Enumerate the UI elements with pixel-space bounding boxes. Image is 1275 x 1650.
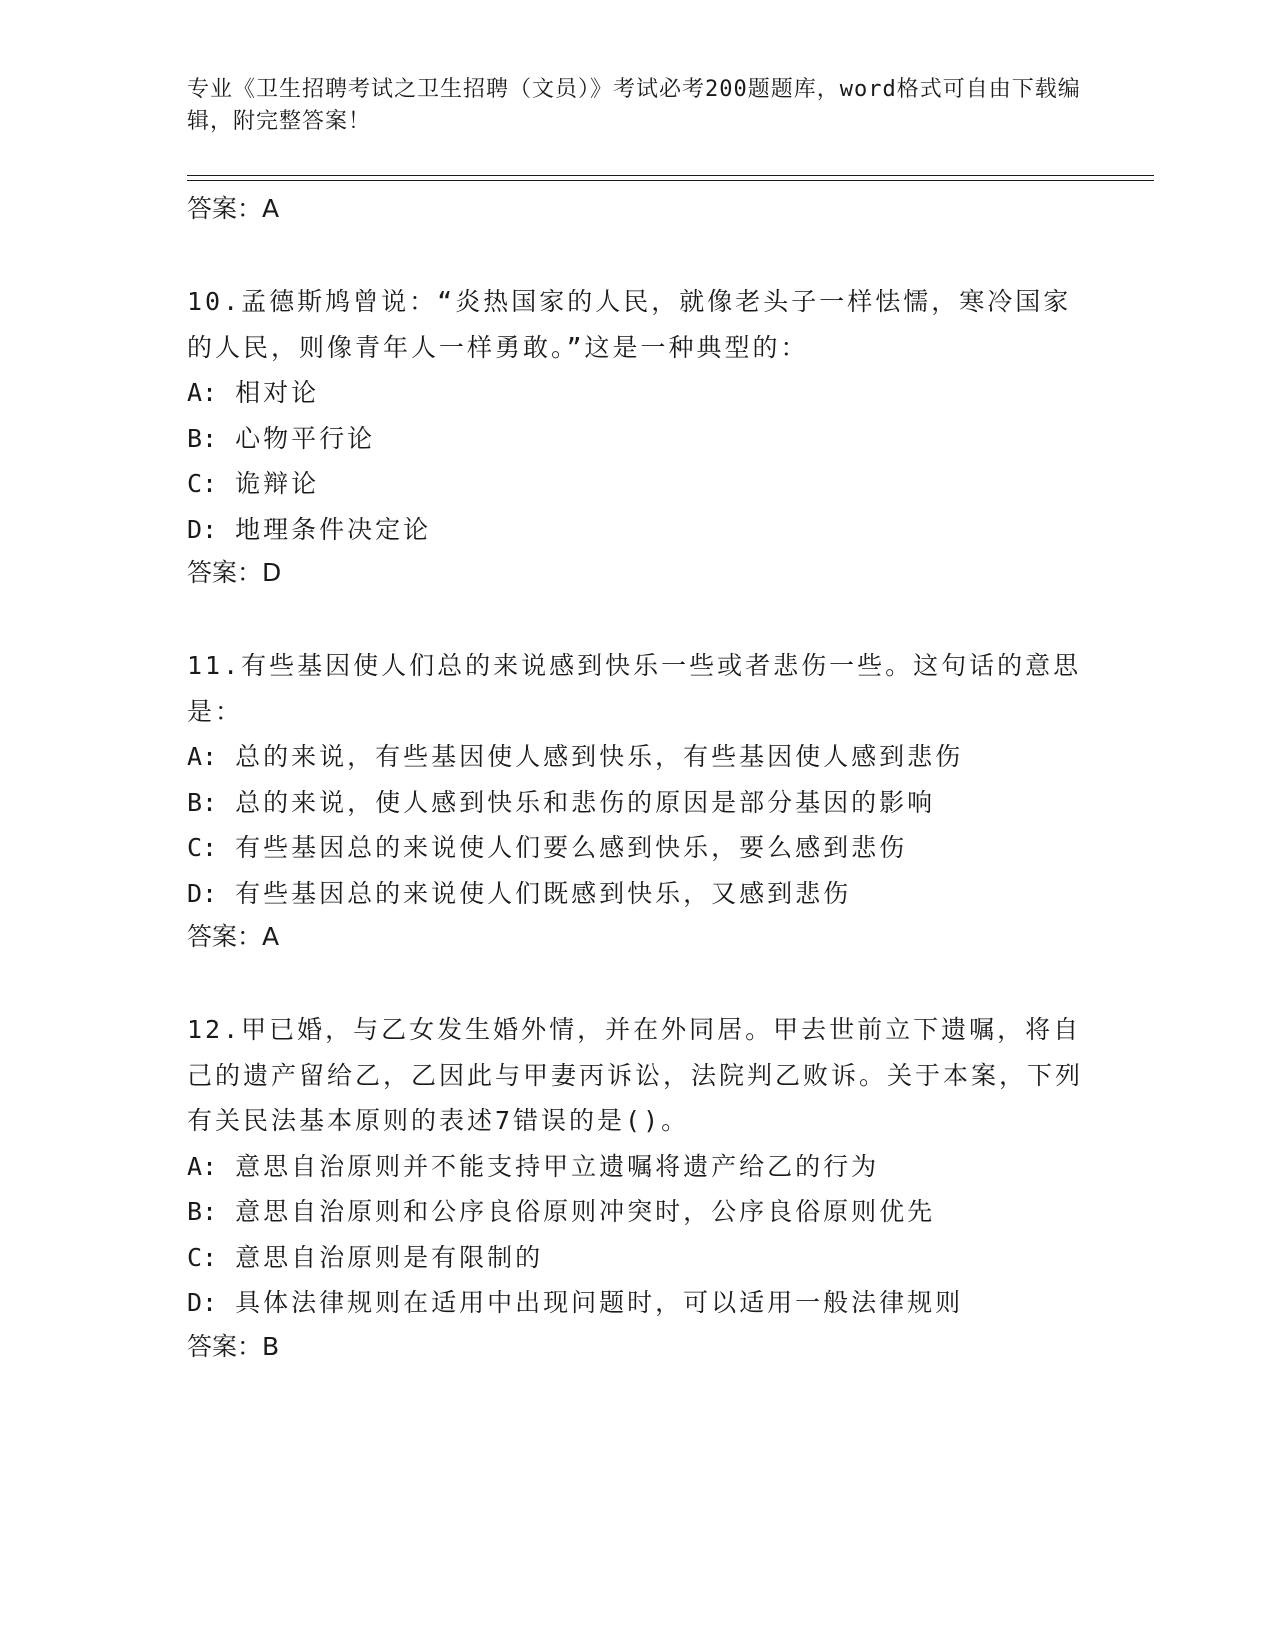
option-text: 有些基因总的来说使人们要么感到快乐，要么感到悲伤 [235,833,908,862]
option-letter: D: [187,514,218,544]
question-body: 有些基因使人们总的来说感到快乐一些或者悲伤一些。这句话的意思是： [187,651,1082,726]
header-rule-top [187,175,1154,176]
option-a [187,734,1087,780]
question-number: 10. [187,287,242,316]
question-10 [187,279,1087,590]
option-letter: D: [187,1288,218,1317]
option-text: 相对论 [235,378,320,407]
question-number: 11. [187,651,242,680]
answer-line: 答案：D [187,558,282,587]
option-text: 总的来说，有些基因使人感到快乐，有些基因使人感到悲伤 [235,742,964,771]
question-body: 甲已婚，与乙女发生婚外情，并在外同居。甲去世前立下遗嘱，将自己的遗产留给乙，乙因此与甲妻丙诉讼，法院判乙败诉。关于本案，下列有关民法基本原则的表述7错误的是()。 [187,1015,1084,1135]
option-letter: A: [187,1151,218,1181]
option-text: 有些基因总的来说使人们既感到快乐，又感到悲伤 [235,878,852,908]
option-text: 诡辩论 [235,469,320,498]
question-body: 孟德斯鸠曾说：“炎热国家的人民，就像老头子一样怯懦，寒冷国家的人民，则像青年人一样勇敢。”这是一种典型的： [187,287,1072,362]
option-text: 意思自治原则是有限制的 [235,1242,544,1272]
option-b [187,1189,1087,1235]
option-letter: A: [187,742,218,771]
option-c [187,461,1087,507]
option-b [187,416,1087,462]
option-letter: D: [187,878,218,908]
option-text: 心物平行论 [235,423,376,453]
option-text: 具体法律规则在适用中出现问题时，可以适用一般法律规则 [235,1288,964,1317]
option-b [187,780,1087,826]
option-d [187,507,1087,553]
answer-line: 答案：B [187,1331,280,1361]
option-text: 总的来说，使人感到快乐和悲伤的原因是部分基因的影响 [235,787,936,817]
option-letter: B: [187,423,218,453]
question-12 [187,1007,1087,1364]
answer-line: 答案：A [187,922,280,951]
option-a [187,370,1087,416]
option-letter: B: [187,1197,218,1226]
option-text: 意思自治原则和公序良俗原则冲突时，公序良俗原则优先 [235,1197,936,1226]
answer-line: 答案：A [187,194,280,223]
question-11 [187,643,1087,954]
option-letter: C: [187,1242,218,1272]
option-a [187,1144,1087,1190]
option-text: 意思自治原则并不能支持甲立遗嘱将遗产给乙的行为 [235,1151,880,1181]
option-c [187,1235,1087,1281]
option-d [187,1280,1087,1326]
option-letter: C: [187,833,218,862]
question-number: 12. [187,1015,242,1044]
header-rule-bottom [187,180,1154,181]
option-c [187,825,1087,871]
option-d [187,871,1087,917]
option-letter: A: [187,378,218,407]
question-text [187,643,1087,734]
document-header [187,74,1087,138]
option-text: 地理条件决定论 [235,514,432,544]
question-list [187,192,1087,1364]
question-text [187,279,1087,370]
option-letter: C: [187,469,218,498]
option-letter: B: [187,787,218,817]
question-text [187,1007,1087,1144]
header-text: 专业《卫生招聘考试之卫生招聘（文员）》考试必考200题题库，word格式可自由下载编辑，附完整答案！ [187,77,1081,134]
